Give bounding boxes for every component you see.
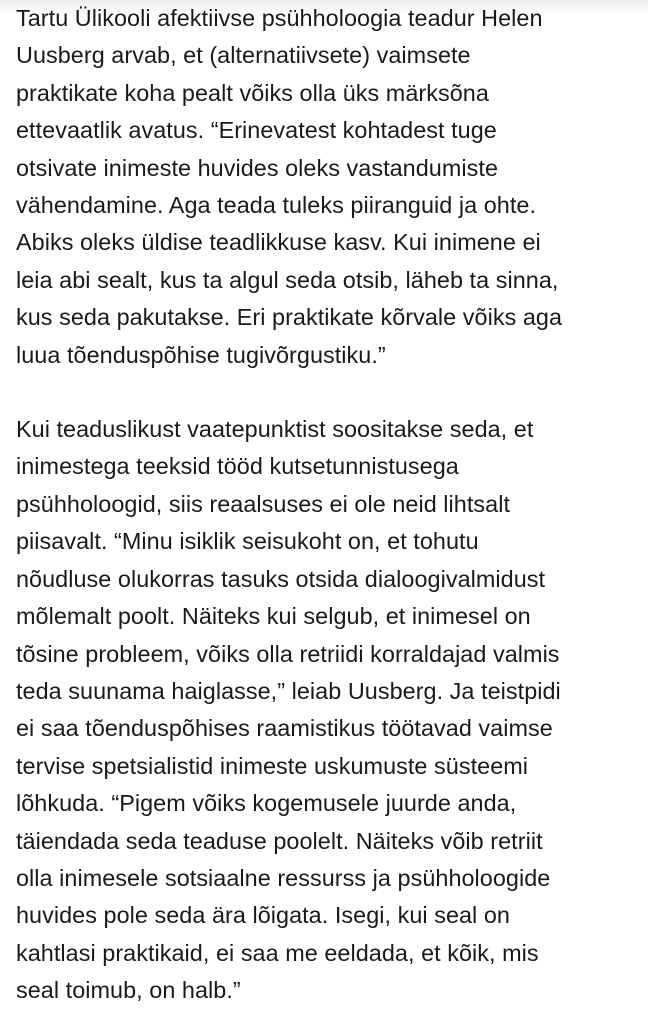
text-line: inimestega teeksid tööd kutsetunnistusega <box>16 453 459 480</box>
text-line: nõudluse olukorras tasuks otsida dialoogivalmidust <box>16 565 546 592</box>
article-body <box>16 0 628 1010</box>
text-line: olla inimesele sotsiaalne ressurss ja psühholoogide <box>16 864 551 891</box>
text-line: tervise spetsialistid inimeste uskumuste süsteemi <box>16 752 529 779</box>
text-line: Abiks oleks üldise teadlikkuse kasv. Kui inimene ei <box>16 229 541 256</box>
article-paragraph <box>16 0 628 374</box>
text-line: täiendada seda teaduse poolelt. Näiteks võib retriit <box>16 827 543 854</box>
text-line: ei saa tõenduspõhises raamistikus töötavad vaimse <box>16 715 553 742</box>
text-line: kahtlasi praktikaid, ei saa me eeldada, et kõik, mis <box>16 939 539 966</box>
text-line: teda suunama haiglasse,” leiab Uusberg. Ja teistpidi <box>16 677 561 704</box>
text-line: seal toimub, on halb.” <box>16 977 241 1004</box>
text-line: ettevaatlik avatus. “Erinevatest kohtadest tuge <box>16 117 497 144</box>
text-line: leia abi sealt, kus ta algul seda otsib, läheb ta sinna, <box>16 266 559 293</box>
text-line: Kui teaduslikust vaatepunktist soositakse seda, et <box>16 416 534 443</box>
text-line: luua tõenduspõhise tugivõrgustiku.” <box>16 341 386 368</box>
text-line: huvides pole seda ära lõigata. Isegi, kui seal on <box>16 902 510 929</box>
text-line: psühholoogid, siis reaalsuses ei ole neid lihtsalt <box>16 490 510 517</box>
text-line: mõlemalt poolt. Näiteks kui selgub, et inimesel on <box>16 603 531 630</box>
article-paragraph <box>16 411 628 1010</box>
text-line: piisavalt. “Minu isiklik seisukoht on, et tohutu <box>16 528 479 555</box>
text-line: tõsine probleem, võiks olla retriidi korraldajad valmis <box>16 640 560 667</box>
text-line: Tartu Ülikooli afektiivse psühholoogia teadur Helen <box>16 5 543 31</box>
text-line: Uusberg arvab, et (alternatiivsete) vaimsete <box>16 42 471 69</box>
text-line: otsivate inimeste huvides oleks vastandumiste <box>16 154 498 181</box>
text-line: lõhkuda. “Pigem võiks kogemusele juurde anda, <box>16 790 517 817</box>
text-line: kus seda pakutakse. Eri praktikate kõrvale võiks aga <box>16 304 563 331</box>
text-line: praktikate koha pealt võiks olla üks märksõna <box>16 79 489 106</box>
text-line: vähendamine. Aga teada tuleks piiranguid ja ohte. <box>16 192 537 219</box>
